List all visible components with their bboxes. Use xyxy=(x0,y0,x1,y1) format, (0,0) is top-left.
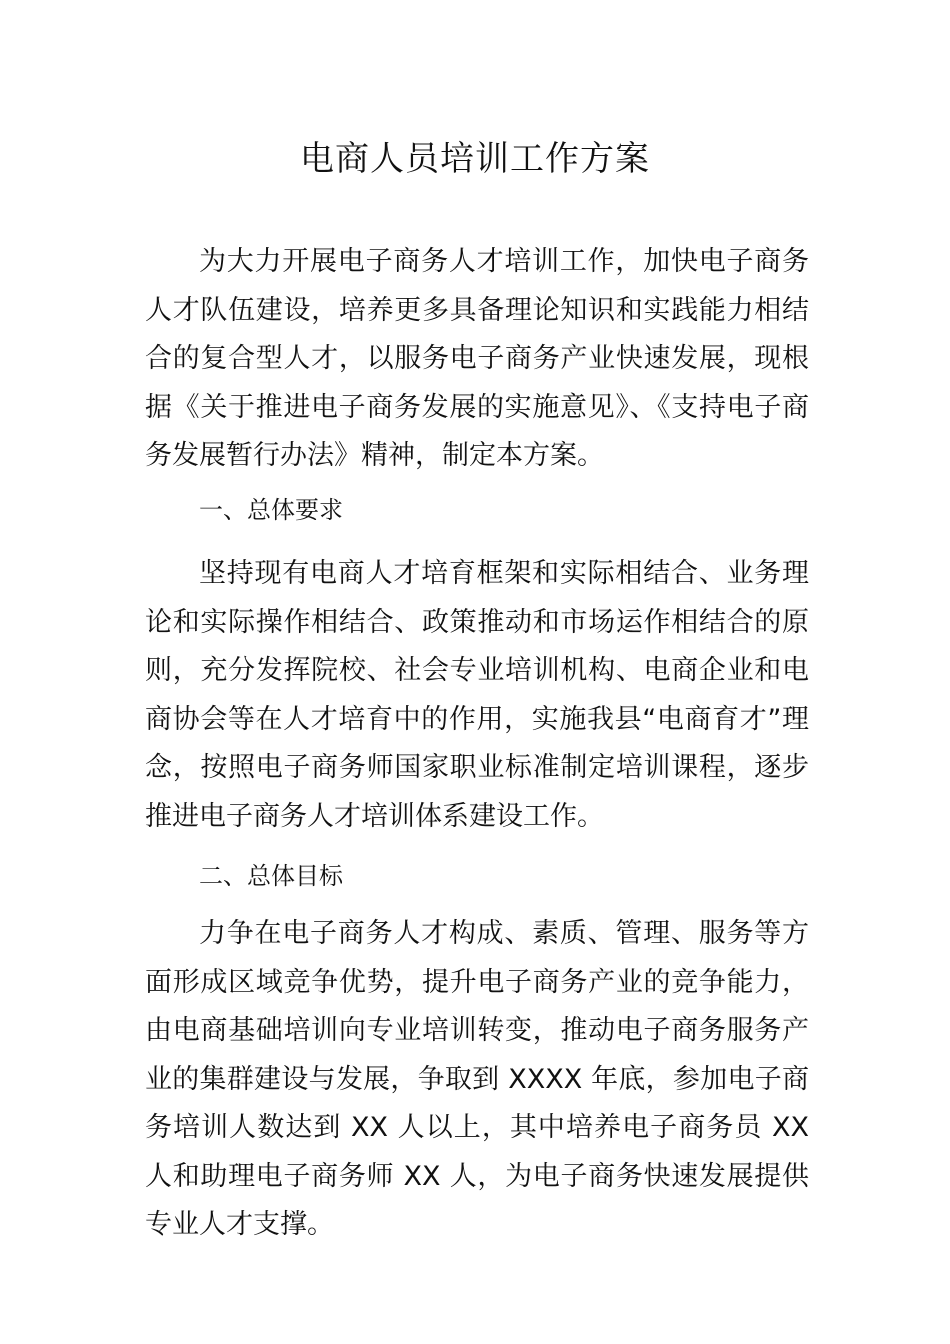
document-title: 电商人员培训工作方案 xyxy=(300,139,650,179)
section-body-overall-goals: 力争在电子商务人才构成、素质、管理、服务等方面形成区域竞争优势，提升电子商务产业的竞争能力，由电商基础培训向专业培训转变，推动电子商务服务产业的集群建设与发展，争取到 XXXX 年底，参加电子商务培训人数达到 XX 人以上，其中培养电子商务员 XX 人和助理电子商务师 XX 人，为电子商务快速发展提供专业人才支撑。 xyxy=(145,918,809,1240)
section-heading-general-requirements: 一、总体要求 xyxy=(199,496,343,524)
section-heading-overall-goals: 二、总体目标 xyxy=(199,862,343,890)
intro-paragraph: 为大力开展电子商务人才培训工作，加快电子商务人才队伍建设，培养更多具备理论知识和实践能力相结合的复合型人才，以服务电子商务产业快速发展，现根据《关于推进电子商务发展的实施意见》、《支持电子商务发展暂行办法》精神，制定本方案。 xyxy=(145,246,809,471)
section-body-general-requirements: 坚持现有电商人才培育框架和实际相结合、业务理论和实际操作相结合、政策推动和市场运作相结合的原则，充分发挥院校、社会专业培训机构、电商企业和电商协会等在人才培育中的作用，实施我县“电商育才”理念，按照电子商务师国家职业标准制定培训课程，逐步推进电子商务人才培训体系建设工作。 xyxy=(145,558,809,832)
